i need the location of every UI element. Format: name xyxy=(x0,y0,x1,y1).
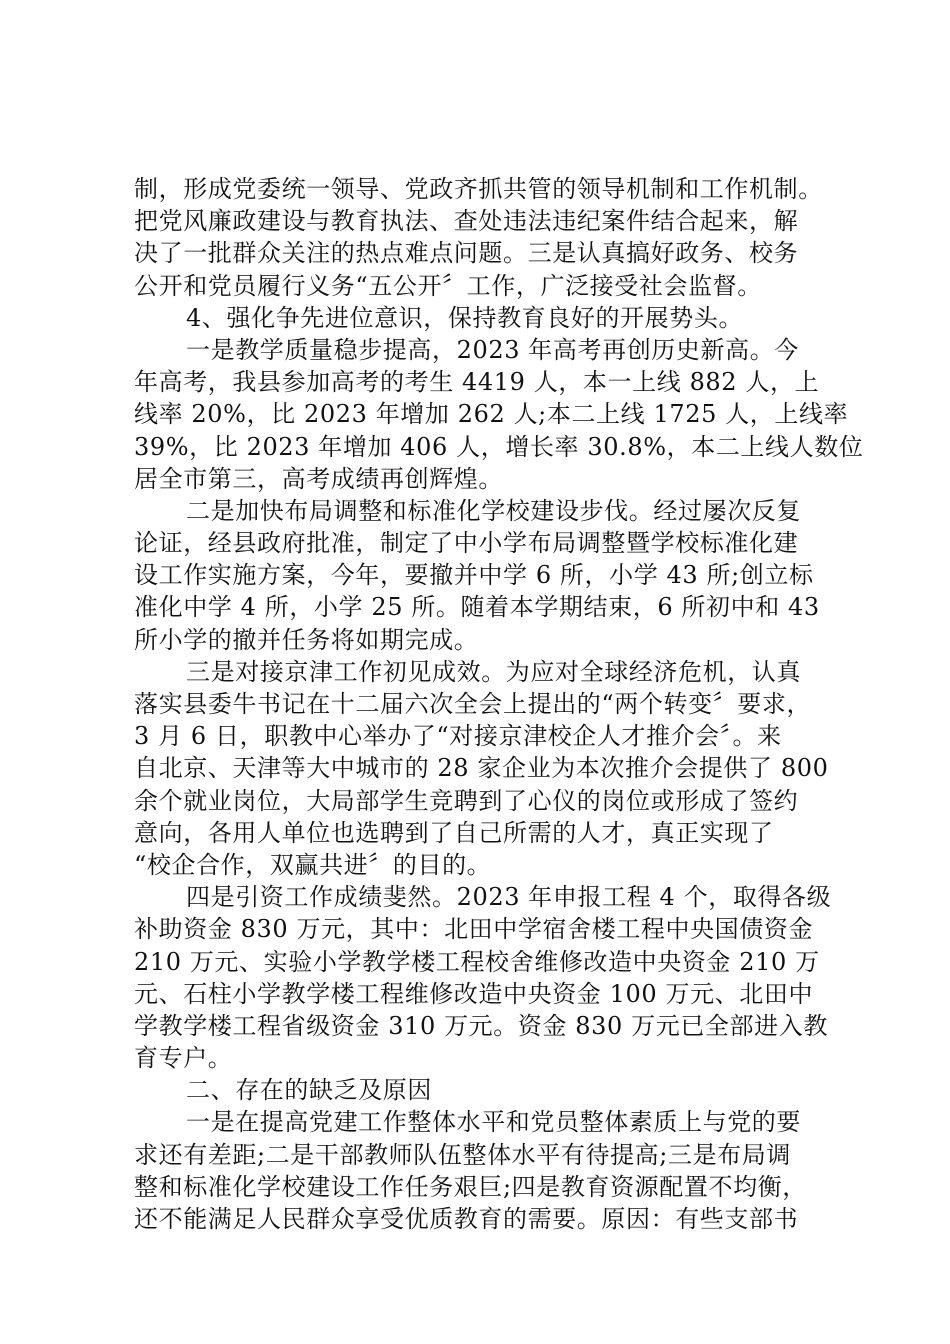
text-line: 39%，比 2023 年增加 406 人，增长率 30.8%，本二上线人数位 xyxy=(134,432,864,461)
text-line: 元、石柱小学教学楼工程维修改造中央资金 100 万元、北田中 xyxy=(134,979,814,1008)
paragraph-school-layout xyxy=(134,495,834,656)
section-heading-shortcomings xyxy=(134,1074,834,1106)
paragraph-investment xyxy=(134,881,834,1074)
text-line: 育专户。 xyxy=(134,1044,233,1073)
text-line: 意向，各用人单位也选聘到了自己所需的人才，真正实现了 xyxy=(134,818,774,847)
text-line: 4、强化争先进位意识，保持教育良好的开展势头。 xyxy=(186,303,744,332)
text-line: 制，形成党委统一领导、党政齐抓共管的领导机制和工作机制。 xyxy=(134,175,823,203)
section-heading-4 xyxy=(134,302,834,334)
text-line: 还不能满足人民群众享受优质教育的需要。原因：有些支部书 xyxy=(134,1205,799,1233)
text-line: 论证，经县政府批准，制定了中小学布局调整暨学校标准化建 xyxy=(134,529,799,558)
text-line: 决了一批群众关注的热点难点问题。三是认真搞好政务、校务 xyxy=(134,239,799,268)
text-line: 余个就业岗位，大局部学生竞聘到了心仪的岗位或形成了签约 xyxy=(134,786,799,815)
text-line: 整和标准化学校建设工作任务艰巨;四是教育资源配置不均衡， xyxy=(134,1172,807,1201)
text-line: 公开和党员履行义务“五公开〞工作，广泛接受社会监督。 xyxy=(134,271,762,300)
paragraph-beijing-tianjin xyxy=(134,656,834,881)
text-line: 年高考，我县参加高考的考生 4419 人，本一上线 882 人，上 xyxy=(134,368,820,397)
paragraph-teaching-quality xyxy=(134,334,864,495)
paragraph-party-discipline xyxy=(134,173,834,302)
text-line: 一是在提高党建工作整体水平和党员整体素质上与党的要 xyxy=(186,1108,801,1137)
document-body xyxy=(134,173,864,1235)
text-line: 准化中学 4 所，小学 25 所。随着本学期结束，6 所初中和 43 xyxy=(134,593,820,622)
text-line: 线率 20%，比 2023 年增加 262 人;本二上线 1725 人，上线率 xyxy=(134,400,849,429)
text-line: 所小学的撤并任务将如期完成。 xyxy=(134,625,479,654)
text-line: 210 万元、实验小学教学楼工程校舍维修改造中央资金 210 万 xyxy=(134,947,820,976)
text-line: 二是加快布局调整和标准化学校建设步伐。经过屡次反复 xyxy=(186,496,801,525)
text-line: 一是教学质量稳步提高，2023 年高考再创历史新高。今 xyxy=(186,335,799,364)
text-line: 补助资金 830 万元，其中：北田中学宿舍楼工程中央国债资金 xyxy=(134,915,814,944)
text-line: 3 月 6 日，职教中心举办了“对接京津校企人才推介会〞。来 xyxy=(134,722,782,751)
text-line: 二、存在的缺乏及原因 xyxy=(186,1076,432,1105)
text-line: 把党风廉政建设与教育执法、查处违法违纪案件结合起来，解 xyxy=(134,207,799,236)
text-line: 求还有差距;二是干部教师队伍整体水平有待提高;三是布局调 xyxy=(134,1140,791,1169)
text-line: 居全市第三，高考成绩再创辉煌。 xyxy=(134,464,503,493)
paragraph-shortcomings xyxy=(134,1106,834,1235)
text-line: 四是引资工作成绩斐然。2023 年申报工程 4 个，取得各级 xyxy=(186,883,832,912)
text-line: 学教学楼工程省级资金 310 万元。资金 830 万元已全部进入教 xyxy=(134,1011,828,1040)
text-line: 落实县委牛书记在十二届六次全会上提出的“两个转变〞要求， xyxy=(134,690,812,718)
text-line: 设工作实施方案，今年，要撤并中学 6 所，小学 43 所;创立标 xyxy=(134,561,814,590)
text-line: 三是对接京津工作初见成效。为应对全球经济危机，认真 xyxy=(186,657,801,686)
text-line: 自北京、天津等大中城市的 28 家企业为本次推介会提供了 800 xyxy=(134,754,829,783)
text-line: “校企合作，双赢共进〞的目的。 xyxy=(134,850,492,879)
